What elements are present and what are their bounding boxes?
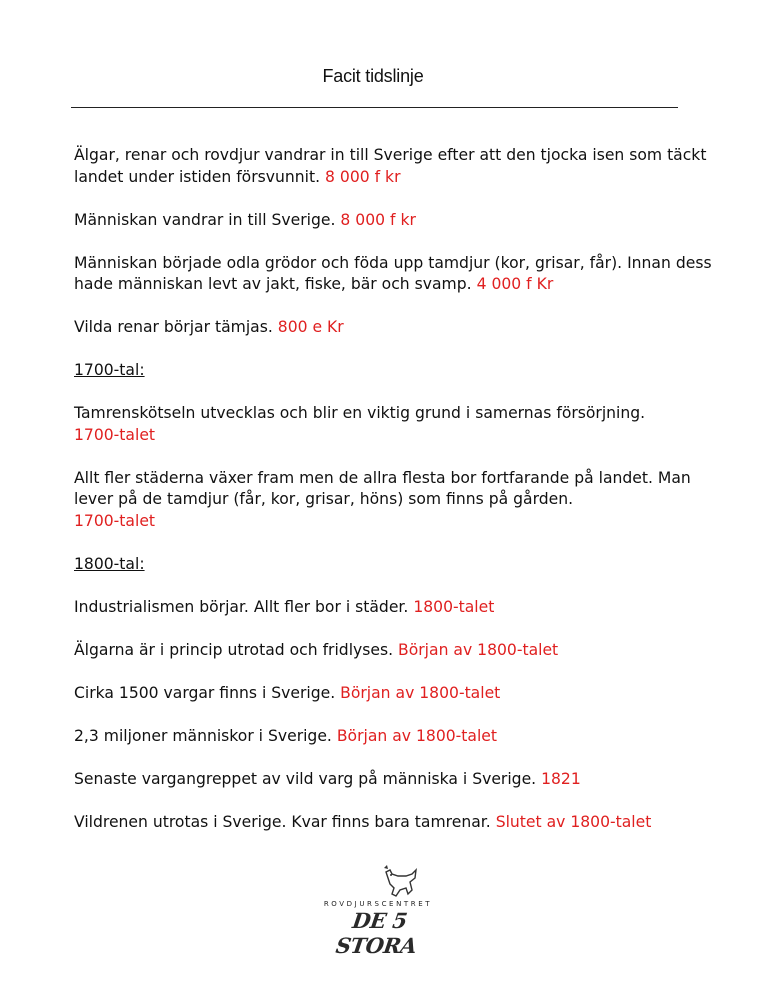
entry-1800-6	[74, 812, 714, 834]
entry-text: Människan vandrar in till Sverige.	[74, 210, 336, 229]
entry-2	[74, 210, 714, 232]
entry-1800-4	[74, 726, 714, 748]
entry-text: 2,3 miljoner människor i Sverige.	[74, 726, 332, 745]
entry-1800-2	[74, 640, 714, 662]
title-divider	[71, 107, 678, 108]
entry-answer: Början av 1800-talet	[398, 640, 559, 659]
entry-text: Älgar, renar och rovdjur vandrar in till Sverige efter att den tjocka isen som täckt landet under istiden försvunnit.	[74, 146, 707, 186]
page-title: Facit tidslinje	[322, 66, 424, 86]
logo-topline: ROVDJURSCENTRET	[323, 900, 433, 908]
entry-answer: 8 000 f kr	[340, 210, 416, 229]
logo-brand: DE 5 STORA	[334, 908, 419, 958]
entry-4	[74, 317, 714, 339]
entry-1	[74, 145, 714, 188]
fox-icon	[380, 864, 420, 900]
entry-answer: Början av 1800-talet	[336, 726, 497, 745]
entry-text: Vildrenen utrotas i Sverige. Kvar finns bara tamrenar.	[74, 812, 491, 831]
entry-1800-1	[74, 597, 714, 619]
entry-text: Allt fler städerna växer fram men de allra flesta bor fortfarande på landet. Man lever på de tamdjur (får, kor, grisar, höns) som finns på gården.	[74, 468, 691, 508]
entry-answer: 1700-talet	[74, 425, 156, 444]
entry-1700-2	[74, 468, 714, 533]
entry-text: Människan började odla grödor och föda upp tamdjur (kor, grisar, får). Innan dess hade människan levt av jakt, fiske, bär och svamp.	[74, 253, 712, 293]
entry-answer: 800 e Kr	[277, 318, 344, 336]
entry-text: Tamrenskötseln utvecklas och blir en viktig grund i samernas försörjning.	[74, 404, 646, 422]
section-heading-1800: 1800-tal:	[74, 554, 145, 573]
entry-answer: 8 000 f kr	[325, 167, 401, 186]
entry-1700-1	[74, 403, 714, 446]
entry-text: Cirka 1500 vargar finns i Sverige.	[74, 683, 336, 702]
logo	[318, 864, 438, 958]
entry-answer: Början av 1800-talet	[340, 683, 501, 702]
content	[74, 145, 714, 855]
entry-answer: 4 000 f Kr	[476, 275, 554, 293]
entry-text: Vilda renar börjar tämjas.	[74, 318, 273, 336]
entry-3	[74, 253, 714, 296]
entry-text: Senaste vargangreppet av vild varg på människa i Sverige.	[74, 769, 537, 788]
entry-1800-3	[74, 683, 714, 705]
entry-text: Älgarna är i princip utrotad och fridlyses.	[74, 640, 394, 659]
entry-answer: 1800-talet	[413, 597, 495, 616]
entry-text: Industrialismen börjar. Allt fler bor i städer.	[74, 597, 409, 616]
entry-answer: 1821	[541, 769, 581, 788]
section-heading-1700: 1700-tal:	[74, 361, 145, 379]
entry-1800-5	[74, 769, 714, 791]
entry-answer: Slutet av 1800-talet	[495, 812, 652, 831]
entry-answer: 1700-talet	[74, 511, 156, 530]
